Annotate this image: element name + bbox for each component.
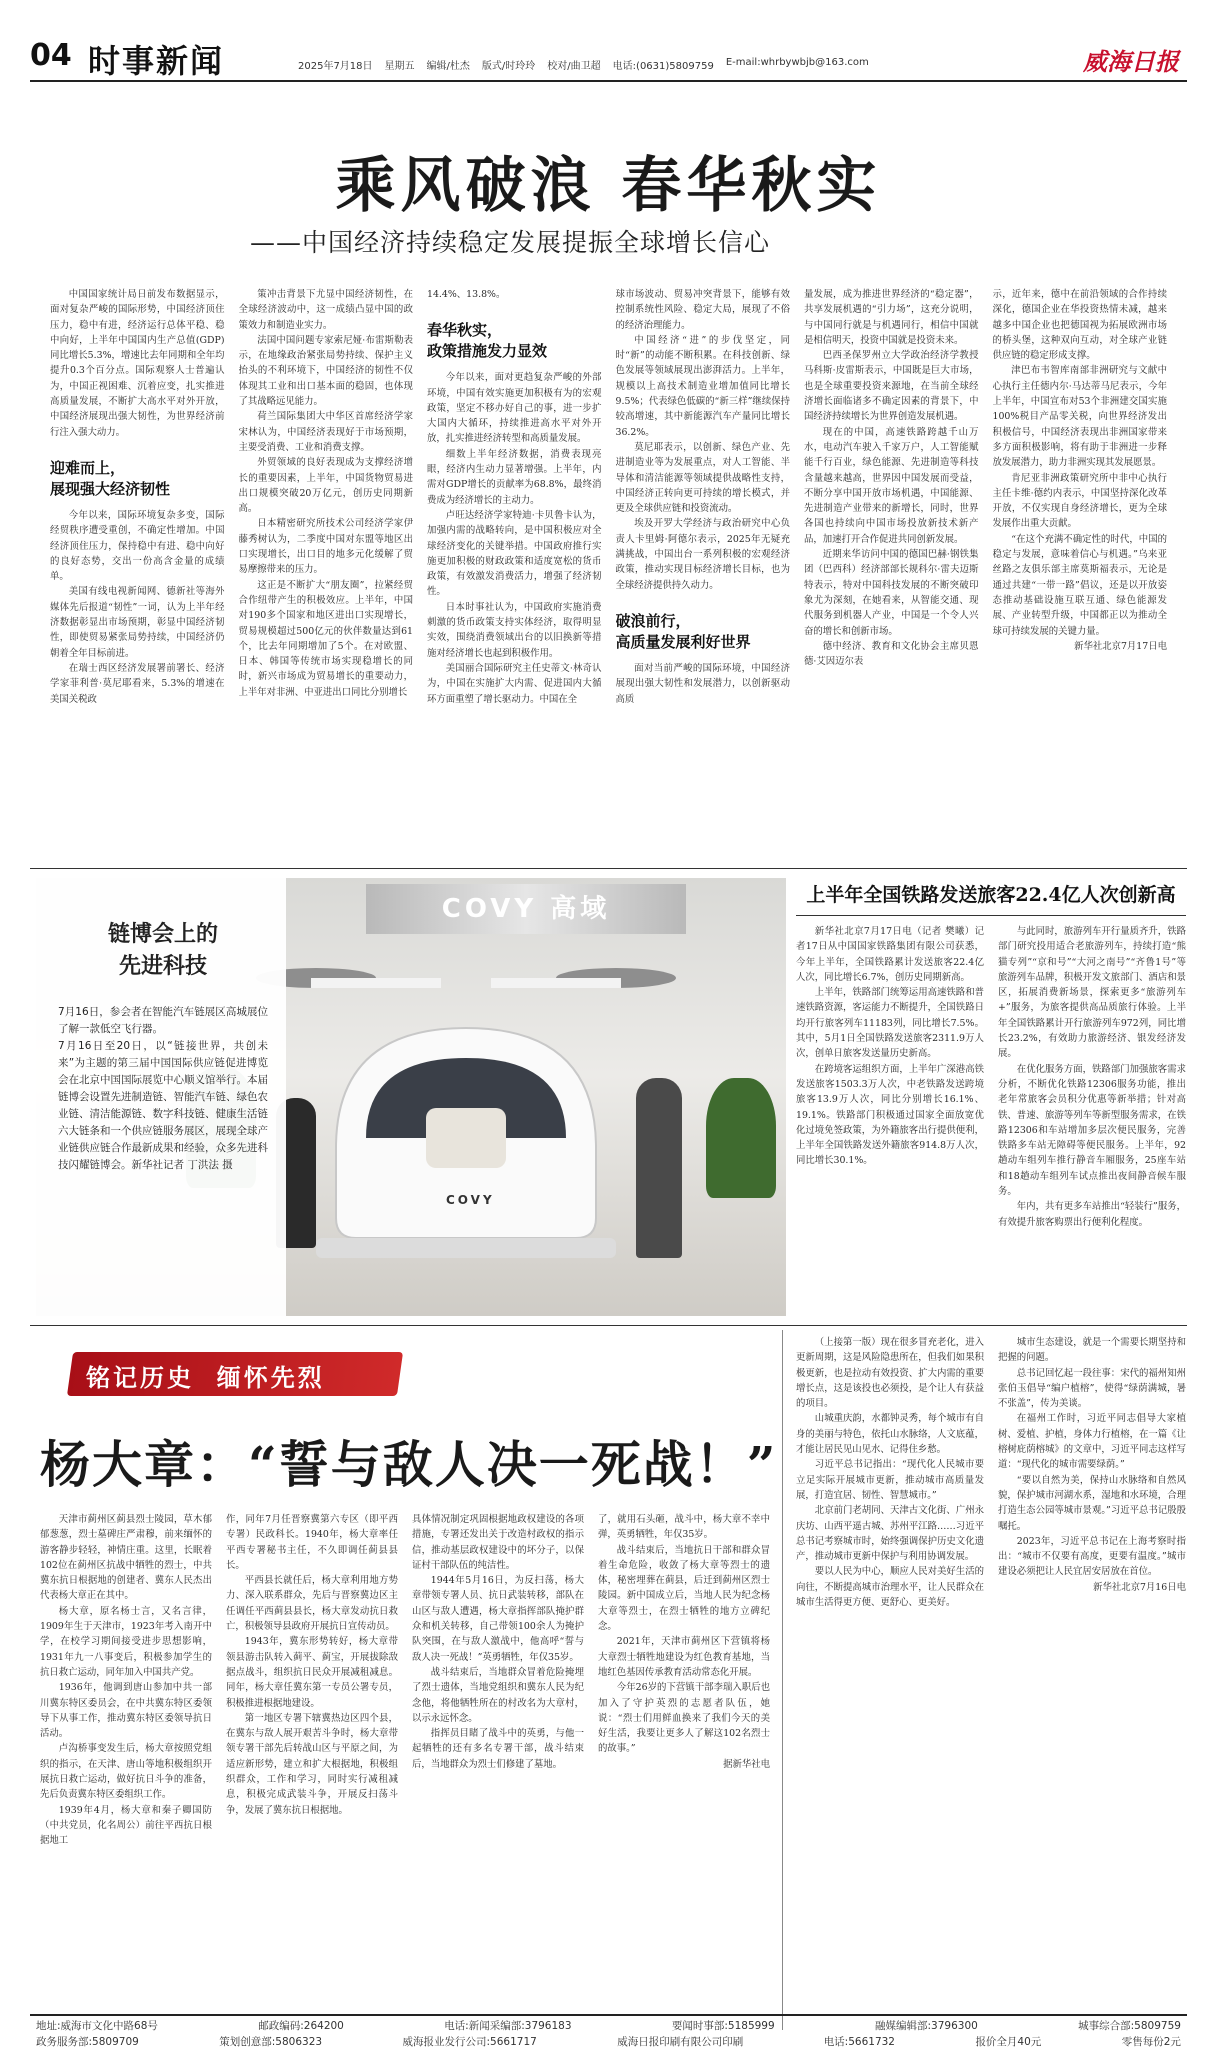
memorial-para: 作，同年7月任晋察冀第六专区（即平西专署）民政科长。1940年，杨大章率任平西专署秘书主任，不久即调任蓟县县长。	[226, 1514, 398, 1571]
lead-para: 美国丽合国际研究主任史蒂文·林奇认为，中国在实施扩大内需、促进国内大循环方面重塑了增长驱动力。中国在全	[427, 662, 602, 705]
continued-para: 习近平总书记指出：“现代化人民城市要立足实际开展城市更新，推动城市高质量发展，打造宜居、韧性、智慧城市。”	[796, 1459, 984, 1501]
lead-para: 量发展，成为推进世界经济的“稳定器”，共享发展机遇的“引力场”，这充分说明，与中国同行就是与机遇同行，相信中国就是相信明天，投资中国就是投资未来。	[804, 289, 979, 346]
lead-para: 近期来华访问中国的德国巴赫·钢铁集团（巴西科）经济部部长规科尔·雷夫迈斯特表示，特对中国科技发展的不断突破印象尤为深刻，在她看来，从智能交通、现代服务到机器人产业，中国是一个令人兴奋的增长和创新市场。	[804, 549, 979, 637]
plant-right	[706, 1078, 776, 1198]
lead-subtitle: ——中国经济持续稳定发展提振全球增长信心	[250, 228, 771, 257]
continued-para: 2023年，习近平总书记在上海考察时指出：“城市不仅要有高度，更要有温度。”城市建设必须把让人民宜居安居放在首位。	[998, 1535, 1186, 1578]
memorial-para: 今年26岁的下营镇干部李瑞入职后也加入了守护英烈的志愿者队伍，她说：“烈士们用鲜血换来了我们今天的美好生活，我要让更多人了解这102名烈士的故事。”	[598, 1682, 770, 1755]
footer-media-dept: 融媒编辑部:3796300	[875, 2020, 978, 2032]
lead-col-2	[239, 287, 414, 847]
footer-row-1	[36, 2018, 1181, 2033]
memorial-para: 战斗结束后，当地抗日干部和群众冒着生命危险，收敛了杨大章等烈士的遗体，秘密埋葬在蓟县，后迁到蓟州区烈士陵园。新中国成立后，当地人民为纪念杨大章等烈士，在烈士牺牲的地方立碑纪念。	[598, 1544, 770, 1633]
paper-logo: 威海日报	[1083, 47, 1179, 76]
editor: 编辑/杜杰	[426, 61, 470, 72]
memorial-para: 1944年5月16日，为反扫荡，杨大章带领专署人员、抗日武装转移，部队在山区与敌人遭遇，杨大章指挥部队掩护群众和机关转移，自己带领100余人为掩护队突围，在与敌人激战中，他高呼“誓与敌人决一死战！”英勇牺牲，年仅35岁。	[412, 1575, 584, 1663]
lead-subhead-2: 春华秋实， 政策措施发力显效	[427, 321, 548, 361]
lead-para: 在瑞士西区经济发展署前署长、经济学家菲利普·莫尼耶看来，5.3%的增速在美国关税政	[50, 662, 225, 705]
lead-para: 巴西圣保罗州立大学政治经济学教授马科斯·皮雷斯表示，中国既是巨大市场，也是全球重要投资来源地，在当前全球经济增长面临诸多不确定因素的背景下，中国经济持续增长为世界创造发展机遇。	[804, 350, 979, 423]
date: 2025年7月18日	[298, 61, 373, 72]
footer-distribution: 威海报业发行公司:5661717	[402, 2036, 537, 2048]
expo-caption-box	[36, 878, 286, 1316]
proof: 校对/曲卫超	[547, 61, 601, 72]
design: 版式/时玲玲	[481, 61, 536, 72]
footer-postcode: 邮政编码:264200	[258, 2020, 344, 2032]
memorial-para: 天津市蓟州区蓟县烈士陵园，草木郁郁葱葱，烈士墓碑庄严肃穆，前来缅怀的游客静步轻轻，神情庄重。这里，长眠着102位在蓟州区抗战中牺牲的烈士，中共冀东抗日根据地的创建者、冀东人民杰出代表杨大章正在其中。	[40, 1514, 212, 1602]
lead-title: 乘风破浪 春华秋实	[335, 151, 882, 221]
memorial-para: 卢沟桥事变发生后，杨大章按照党组织的指示，在天津、唐山等地积极组织开展抗日救亡运动，做好抗日斗争的准备，先后负责冀东特区委组织工作。	[40, 1743, 212, 1801]
footer-rule	[30, 2014, 1187, 2016]
lead-para: “在这个充满不确定性的时代，中国的稳定与发展，意味着信心与机遇。”乌来亚丝路之友俱乐部主席莫斯福表示，无论是通过共建“一带一路”倡议，还是以开放姿态推动基础设施互联互通、绿色能源发展、产业转型升级，中国都正以为推动全球可持续发展的关键力量。	[992, 533, 1167, 637]
masthead-rule	[30, 80, 1187, 82]
rail-col-1	[796, 924, 984, 1316]
memorial-left-columns	[40, 1512, 770, 2022]
memorial-para: 1936年，他调到唐山参加中共一部川冀东特区委员会，在中共冀东特区委领导下从事工作，推动冀东特区委领导抗日活动。	[40, 1682, 212, 1740]
lead-para: 莫尼耶表示，以创新、绿色产业、先进制造业等为发展重点，对人工智能、半导体和清洁能源等领域提供战略性支持，中国经济正转向更可持续的增长模式，并更及全球供应链和投资流动。	[615, 441, 790, 515]
footer-printer: 威海日报印刷有限公司印刷	[617, 2036, 744, 2048]
arm-right	[491, 978, 621, 988]
rail-para: 与此同时，旅游列车开行量质齐升，铁路部门研究投用适合老旅游列车，持续打造“熊猫专列”“京和号”“大河之南号”“齐鲁1号”等旅游列车品牌，积极开发文旅部门、酒店和景区，拓展消费新场景，探索更多“旅游列车+”服务，为旅客提供高品质旅行体验。上半年全国铁路累计开行旅游列车972列，同比增长23.2%，有效助力旅游经济、银发经济发展。	[998, 926, 1186, 1060]
lead-subhead-3: 破浪前行， 高质量发展利好世界	[615, 611, 751, 651]
expo-caption: 7月16日，参会者在智能汽车链展区高城展位了解一款低空飞行器。 7月16日至20日，以“链接世界，共创未来”为主题的第三届中国国际供应链促进博览会在北京中国国际展览中心顺义馆举行。本届链博会设置先进制造链、智能汽车链、绿色农业链、清洁能源链、数字科技链、健康生活链六大链条和一个供应链服务展区，展现全球产业链供应链合作最新成果和经验，众多先进科技闪耀链博会。新华社记者 丁洪法 摄	[58, 1006, 268, 1171]
memorial-banner-text: 铭记历史 缅怀先烈	[86, 1364, 325, 1392]
continued-columns	[796, 1335, 1186, 2023]
dateline: 新华社北京7月16日电	[1093, 1581, 1186, 1593]
rail-para: 上半年，铁路部门统筹运用高速铁路和普速铁路资源，客运能力不断提升，全国铁路日均开行旅客列车11183列，同比增长7.5%。其中，5月1日全国铁路发送旅客2311.9万人次，创单日旅客发送量历史新高。	[796, 987, 984, 1060]
rail-para: 年内，共有更多车站推出“轻装行”服务，有效提升旅客购票出行便利化程度。	[998, 1201, 1186, 1228]
flying-vehicle-illustration	[256, 938, 676, 1298]
lead-para: 津巴布韦智库南部非洲研究与文献中心执行主任德内尔·马达蒂马尼表示，今年上半年，中国宣布对53个非洲建交国实施100%税目产品零关税，向世界经济发出积极信号，中国经济表现出非洲国家带来多方面积极影响，将有助于非洲进一步释放发展潜力，助力非洲实现其发展愿景。	[992, 365, 1167, 469]
memorial-para: 1943年，冀东形势转好，杨大章带领县游击队转入蓟平、蓟宝，开展拔除敌据点战斗，组织抗日民众开展减租减息。同年，杨大章任冀东第一专员公署专员，积极推进根据地建设。	[226, 1636, 398, 1709]
footer-row-2	[36, 2034, 1181, 2049]
rail-columns	[796, 924, 1186, 1316]
page-number: 04	[30, 38, 72, 73]
continued-para: 山城重庆韵，水都钟灵秀，每个城市有自身的美丽与特色，依托山水脉络，人文底蕴，才能让居民见山见水、记得住乡愁。	[796, 1413, 984, 1456]
lead-para: 日本时事社认为，中国政府实施消费刺激的货币政策支持实体经济，取得明显实效，围绕消费领域出台的以旧换新等措施对经济增长也起到积极作用。	[427, 601, 602, 659]
footer-gov-service: 政务服务部:5809709	[36, 2036, 139, 2048]
vehicle-seat	[426, 1108, 506, 1168]
section-divider	[30, 868, 1187, 869]
memorial-para: 第一地区专署下辖冀热边区四个县，在冀东与敌人展开艰苦斗争时，杨大章带领专署干部先后转战山区与平原之间，为适应新形势，建立和扩大根据地，积极组织群众，工作和学习，同时实行减租减息，积极完成武装斗争，开展反扫荡斗争，发展了冀东抗日根据地。	[226, 1712, 398, 1816]
lead-para: 球市场波动、贸易冲突背景下，能够有效控制系统性风险、稳定大局，展现了不俗的经济治理能力。	[615, 289, 790, 331]
lead-para: 细数上半年经济数据，消费表现亮眼，经济内生动力显著增强。上半年，内需对GDP增长的贡献率为68.8%，最终消费成为经济增长的主动力。	[427, 448, 602, 506]
section-title: 时事新闻	[88, 42, 225, 80]
vehicle-base	[316, 1238, 616, 1258]
lead-para: 日本精密研究所技术公司经济学家伊藤秀树认为，二季度中国对东盟等地区出口实现增长，出口目的地多元化缓解了贸易摩擦带来的压力。	[238, 518, 413, 576]
memorial-para: 1939年4月，杨大章和秦子卿国防（中共党员，化名周公）前往平西抗日根据地工	[40, 1804, 212, 1847]
continued-col-2	[998, 1335, 1186, 2023]
continued-para: 城市生态建设，就是一个需要长期坚持和把握的问题。	[998, 1337, 1186, 1364]
dateline: 据新华社电	[723, 1758, 770, 1770]
rail-col-2	[998, 924, 1186, 1316]
arm-left	[311, 978, 441, 988]
phone: 电话:(0631)5809759	[612, 61, 714, 72]
lead-para: 美国有线电视新闻网、德新社等海外媒体先后报道“韧性”一词，认为上半年经济数据彰显出市场预期，彰显中国经济韧性，即使贸易紧张局势持续，中国经济仍朝着全年目标前进。	[50, 586, 225, 659]
memorial-para: 平西县长就任后，杨大章利用地方势力、深入联系群众，先后与晋察冀边区主任调任平西蓟县县长，杨大章发动抗日救亡，积极领导县政府开展抗日宣传动员。	[226, 1575, 398, 1633]
footer-city-dept: 城事综合部:5809759	[1078, 2020, 1181, 2032]
lead-col-4	[616, 287, 791, 847]
lead-para: 这正是不断扩大“朋友圈”，拉紧经贸合作纽带产生的积极效应。上半年，中国对190多个国家和地区进出口实现增长，贸易规模超过500亿元的伙伴数量达到61个，比去年同期增加了5个。在对欧盟、日本、韩国等传统市场实现稳增长的同时，新兴市场成为贸易增长的重要动力，上半年对非洲、中亚进出口同比分别增长	[238, 579, 413, 698]
rail-para: 在跨境客运组织方面，上半年广深港高铁发送旅客1503.3万人次，中老铁路发送跨境旅客13.9万人次，同比分别增长16.1%、19.1%。铁路部门积极通过国家全面放宽优化过境免签政策，为外籍旅客出行提供便利，上半年全国铁路发送外籍旅客914.8万人次，同比增长30.1%。	[796, 1063, 984, 1167]
dateline: 新华社北京7月17日电	[1074, 640, 1167, 652]
lead-para: 埃及开罗大学经济与政治研究中心负责人卡里姆·阿德尔表示，2025年无疑充满挑战，中国出台一系列积极的宏观经济政策，推动实现目标经济增长目标，也为全球经济提供持久动力。	[615, 518, 790, 591]
rail-para: 在优化服务方面，铁路部门加强旅客需求分析，不断优化铁路12306服务功能，推出老年常旅客会员积分优惠等新举措；针对高铁、普速、旅游等列车等新型服务需求，在铁路12306和车站增加多层次便民服务，完善铁路多车站无障碍等便民服务。上半年，92趟动车组列车推行静音车厢服务，25座车站和18趟动车组列车试点推出夜间静音候车服务。	[998, 1063, 1186, 1198]
lead-para: 肯尼亚非洲政策研究所中非中心执行主任卡维·德约内表示，中国坚持深化改革开放，不仅实现自身经济增长，更为全球发展作出重大贡献。	[992, 472, 1167, 530]
footer-retail-price: 零售每份2元	[1121, 2036, 1181, 2048]
continued-col-1	[796, 1335, 984, 2023]
memorial-para: 具体情况制定巩固根据地政权建设的各项措施，专署还发出关于改造村政权的指示信，推动基层政权建设中的坏分子，以保证村干部队伍的纯洁性。	[412, 1514, 584, 1571]
vehicle-brand: COVY	[446, 1193, 495, 1207]
lead-para: 策冲击背景下尤显中国经济韧性，在全球经济波动中，这一成绩凸显中国的政策效力和制造业实力。	[238, 289, 413, 331]
continued-para: 总书记回忆起一段往事：宋代的福州知州张伯玉倡导“编户植榕”，使得“绿荫满城，暑不张盖”，传为美谈。	[998, 1367, 1186, 1410]
lead-col-3	[427, 287, 602, 847]
rail-title: 上半年全国铁路发送旅客22.4亿人次创新高	[796, 880, 1186, 916]
memorial-col-3	[412, 1512, 584, 2022]
footer-politics-dept: 要闻时事部:5185999	[671, 2020, 775, 2032]
lead-para: 德中经济、教育和文化协会主席贝恩德·艾因迈尔表	[804, 640, 979, 668]
lead-para: 今年以来，国际环境复杂多变，国际经贸秩序遭受重创，不确定性增加。中国经济顶住压力，保持稳中有进、稳中向好的良好态势，交出一份高含金量的成绩单。	[50, 509, 225, 583]
lead-para: 面对当前严峻的国际环境，中国经济展现出强大韧性和发展潜力，以创新驱动高质	[615, 662, 790, 705]
footer-phone: 电话:5661732	[823, 2036, 895, 2048]
memorial-para: 战斗结束后，当地群众冒着危险掩埋了烈士遗体，当地党组织和冀东人民为纪念他，将他牺牲所在的村改名为大章村，以示永远怀念。	[412, 1666, 584, 1724]
exhibitor-banner: COVY 高域	[366, 884, 686, 934]
lead-para: 现在的中国，高速铁路跨越千山万水，电动汽车驶入千家万户，人工智能赋能千行百业，绿色能源、先进制造等科技含量越来越高，世界因中国发展而受益，不断分享中国开放市场机遇，中国能源、先进制造产业带来的新增长，同时，世界各国也持续向中国市场投放新技术新产品，加速打开合作促进共同创新发展。	[804, 426, 979, 545]
lead-para: 今年以来，面对更趋复杂严峻的外部环境，中国有效实施更加积极有为的宏观政策，坚定不移办好自己的事，进一步扩大国内大循环，持续推进高水平对外开放，扎实推进经济转型和高质量发展。	[427, 372, 602, 445]
lead-para: 卢旺达经济学家特迪·卡贝鲁卡认为，加强内需的战略转向，是中国积极应对全球经济变化的关键举措。中国政府推行实施更加积极的财政政策和适度宽松的货币政策，有效激发消费活力，增强了经济韧性。	[427, 509, 602, 598]
expo-badge-title: 链博会上的 先进科技	[107, 921, 218, 979]
masthead-info	[298, 57, 869, 72]
lead-para: 中国经济“进”的步伐坚定，同时“新”的动能不断积累。在科技创新、绿色发展等领域展现出澎湃活力。上半年，规模以上高技术制造业增加值同比增长9.5%；代表绿色低碳的“新三样”继续保持较高增速，其中新能源汽车产量同比增长36.2%。	[615, 334, 790, 438]
lead-para: 法国中国问题专家索尼娅·布雷斯勒表示，在地缘政治紧张局势持续、保护主义抬头的不利环境下，中国经济的韧性不仅体现其工业和出口基本面的稳固，也体现了其战略远见能力。	[238, 334, 413, 408]
memorial-title: 杨大章：“誓与敌人决一死战！”	[40, 1435, 778, 1494]
lead-col-1	[50, 287, 225, 847]
footer-planning: 策划创意部:5806323	[219, 2036, 323, 2048]
lead-para: 示，近年来，德中在前沿领域的合作持续深化，德国企业在华投资热情未减，越来越多中国企业也把德国视为拓展欧洲市场的桥头堡，这种双向互动，对全球产业链供应链的稳定形成支撑。	[992, 289, 1167, 362]
lead-col-5	[804, 287, 979, 847]
lead-para: 14.4%、13.8%。	[427, 289, 506, 300]
weekday: 星期五	[384, 61, 415, 72]
section-divider	[30, 1325, 1187, 1326]
memorial-para: 了，就用石头砸，战斗中，杨大章不幸中弹，英勇牺牲，年仅35岁。	[598, 1514, 770, 1541]
continued-para: “要以自然为美，保持山水脉络和自然风貌，保护城市河湖水系，湿地和水环境，合理打造生态公园等城市景观。”习近平总书记殷殷嘱托。	[998, 1474, 1186, 1532]
continued-para: 在福州工作时，习近平同志倡导大家植树、爱植、护植，身体力行植榕，在一篇《让榕树庇荫榕城》的文章中，习近平同志这样写道：“现代化的城市需要绿荫。”	[998, 1413, 1186, 1471]
continued-para: 北京前门老胡同、天津古文化街、广州永庆坊、山西平遥古城、苏州平江路……习近平总书记考察城市时，始终强调保护历史文化遗产，推动城市更新中保护与利用协调发展。	[796, 1505, 984, 1563]
rail-para: 新华社北京7月17日电（记者 樊曦）记者17日从中国国家铁路集团有限公司获悉，今年上半年，全国铁路累计发送旅客22.4亿人次，同比增长6.7%，创历史同期新高。	[796, 926, 984, 983]
memorial-para: 2021年，天津市蓟州区下营镇将杨大章烈士牺牲地建设为红色教育基地，当地红色基因传承教育活动常态化开展。	[598, 1636, 770, 1678]
continued-para: （上接第一版）现在很多冒充老化，进入更新周期，这是风险隐患所在，但我们如果积极更新，也是拉动有效投资、扩大内需的重要增长点，这是该投也必须投，是个让人有获益的项目。	[796, 1337, 984, 1410]
memorial-para: 指挥员目睹了战斗中的英勇，与他一起牺牲的还有多名专署干部，战斗结束后，当地群众为烈士们修建了墓地。	[412, 1728, 584, 1770]
memorial-para: 杨大章，原名杨士言，又名言律，1909年生于天津市，1923年考入南开中学，在校学习期间接受进步思想影响，1931年九一八事变后，积极参加学生的抗日救亡运动，同年加入中国共产党。	[40, 1605, 212, 1678]
memorial-col-1	[40, 1512, 212, 2022]
lead-subhead-1: 迎难而上， 展现强大经济韧性	[50, 458, 171, 498]
lead-para: 中国国家统计局日前发布数据显示，面对复杂严峻的国际形势，中国经济顶住压力，稳中有进，经济运行总体平稳、稳中向好，上半年中国国内生产总值(GDP)同比增长5.3%，增速比去年同期和全年均提升0.3个百分点。国际观察人士普遍认为，中国正视困难、沉着应变，扎实推进高质量发展，不断扩大高水平对外开放，中国经济展现出强大韧性，为世界经济前行注入强大动力。	[50, 289, 225, 438]
memorial-vertical-rule	[782, 1330, 783, 2030]
lead-para: 荷兰国际集团大中华区首席经济学家宋林认为，中国经济表现好于市场预期，主要受消费、工业和消费支撑。	[238, 411, 413, 453]
memorial-col-4	[598, 1512, 770, 2022]
email: E-mail:whrbywbjb@163.com	[725, 57, 869, 68]
continued-para: 要以人民为中心，顺应人民对美好生活的向往，不断提高城市治理水平，让人民群众在城市生活得更方便、更舒心、更美好。	[796, 1566, 984, 1609]
lead-col-6	[993, 287, 1168, 847]
memorial-col-2	[226, 1512, 398, 2022]
footer-address: 地址:威海市文化中路68号	[36, 2020, 158, 2032]
lead-columns	[50, 287, 1167, 847]
person-right	[636, 1078, 682, 1258]
footer-news-dept: 电话:新闻采编部:3796183	[444, 2020, 572, 2032]
lead-para: 外贸领域的良好表现成为支撑经济增长的重要因素，上半年，中国货物贸易进出口规模突破20万亿元，创历史同期新高。	[238, 457, 413, 515]
footer-monthly-price: 报价全月40元	[975, 2036, 1042, 2048]
